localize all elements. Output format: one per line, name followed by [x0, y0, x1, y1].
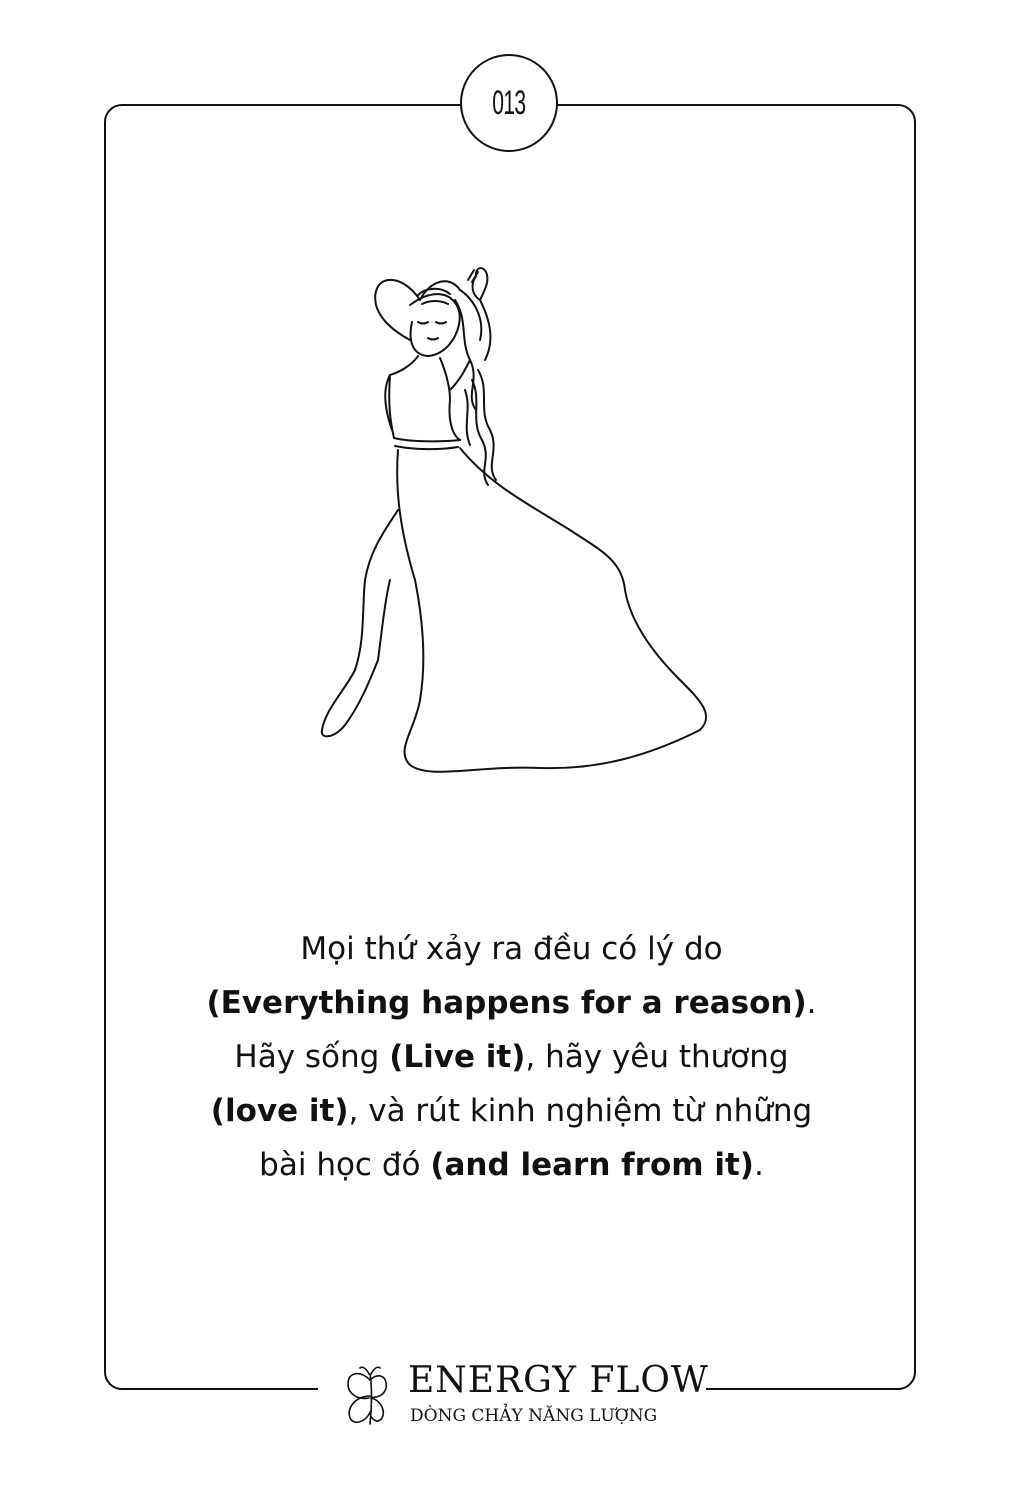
dancing-woman-illustration	[300, 260, 720, 790]
butterfly-icon	[342, 1366, 398, 1430]
affirmation-english-live: (Live it)	[389, 1039, 526, 1075]
brand-logo	[340, 1358, 709, 1438]
card-number-badge	[460, 54, 558, 152]
brand-tagline: DÒNG CHẢY NĂNG LƯỢNG	[410, 1406, 658, 1426]
affirmation-english-everything: (Everything happens for a reason)	[206, 985, 807, 1021]
affirmation-rut-kinh-nghiem: , và rút kinh nghiệm từ những bài học đó	[259, 1093, 813, 1183]
affirmation-english-love: (love it)	[210, 1093, 349, 1129]
brand-name: ENERGY FLOW	[408, 1360, 709, 1401]
affirmation-line-vietnamese: Mọi thứ xảy ra đều có lý do	[300, 931, 723, 967]
affirmation-english-learn: (and learn from it)	[430, 1147, 754, 1183]
affirmation-text	[200, 922, 823, 1192]
affirmation-period: .	[753, 1147, 764, 1183]
affirmation-hay-song: . Hãy sống	[234, 985, 817, 1075]
affirmation-hay-yeu: , hãy yêu thương	[525, 1039, 789, 1075]
card-number: 013	[492, 83, 526, 122]
